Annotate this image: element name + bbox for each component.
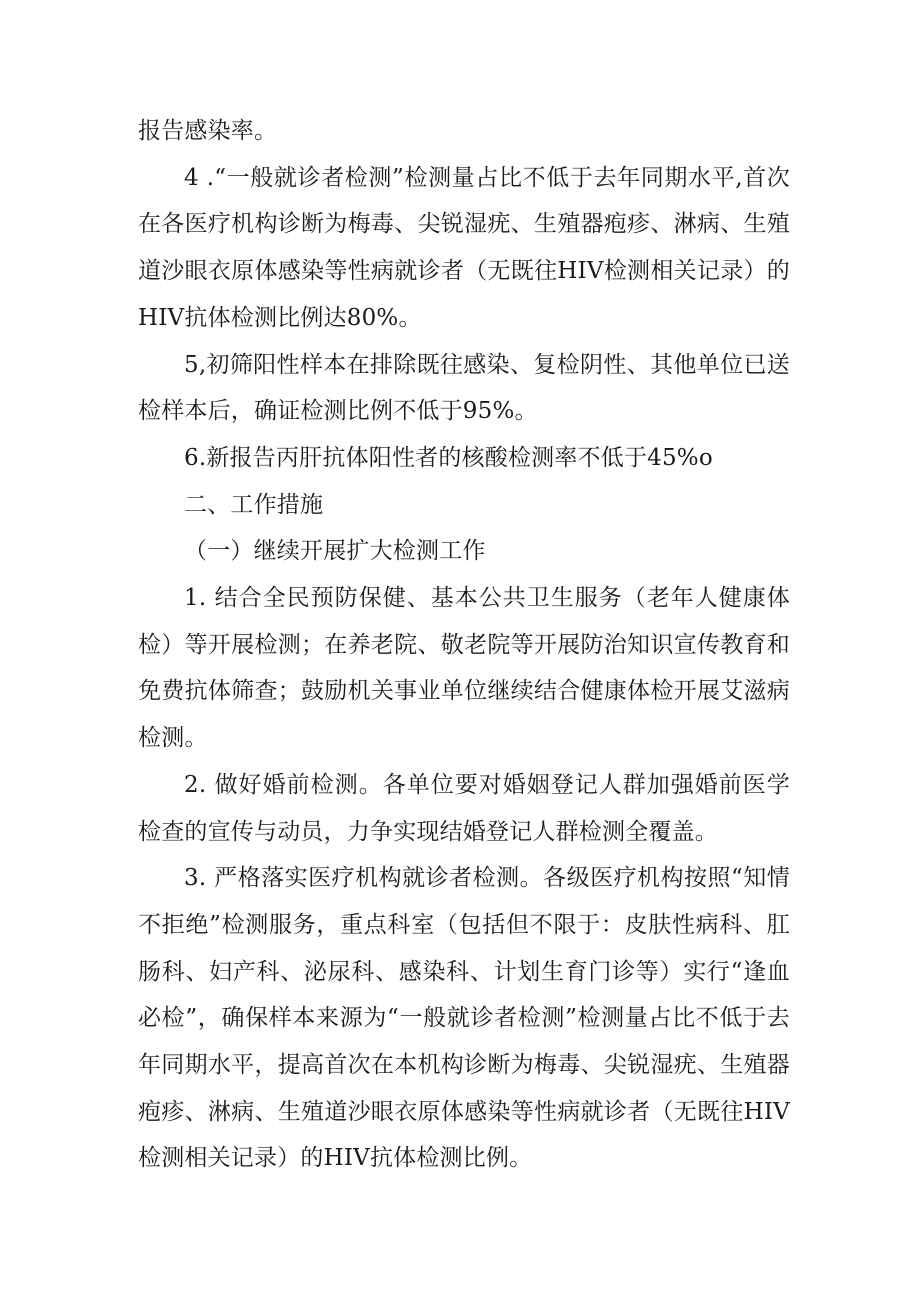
measure-item-1: 1. 结合全民预防保健、基本公共卫生服务（老年人健康体检）等开展检测；在养老院、敬老院等开展防治知识宣传教育和免费抗体筛查；鼓励机关事业单位继续结合健康体检开展艾滋病检测。 [138,585,790,752]
measure-item-2: 2. 做好婚前检测。各单位要对婚姻登记人群加强婚前医学检查的宣传与动员，力争实现结婚登记人群检测全覆盖。 [138,771,790,845]
section-heading: 二、工作措施 [184,491,324,518]
paragraph-continuation: 报告感染率。 [138,118,278,144]
measure-item-3: 3. 严格落实医疗机构就诊者检测。各级医疗机构按照“知情不拒绝”检测服务，重点科室（包括但不限于：皮肤性病科、肛肠科、妇产科、泌尿科、感染科、计划生育门诊等）实行“逢血必检”，确保样本来源为“一般就诊者检测”检测量占比不低于去年同期水平，提高首次在本机构诊断为梅毒、尖锐湿疣、生殖器疱疹、淋病、生殖道沙眼衣原体感染等性病就诊者（无既往HIV检测相关记录）的HIV抗体检测比例。 [138,865,790,1172]
paragraph-item-4: 4 .“一般就诊者检测”检测量占比不低于去年同期水平,首次在各医疗机构诊断为梅毒、尖锐湿疣、生殖器疱疹、淋病、生殖道沙眼衣原体感染等性病就诊者（无既往HIV检测相关记录）的HIV抗体检测比例达80%。 [138,164,790,331]
paragraph-item-5: 5,初筛阳性样本在排除既往感染、复检阴性、其他单位已送检样本后，确证检测比例不低于95%。 [138,351,790,425]
subsection-heading: （一）继续开展扩大检测工作 [184,538,486,565]
document-body [138,108,790,1182]
paragraph-item-6: 6.新报告丙肝抗体阳性者的核酸检测率不低于45%o [184,444,713,471]
